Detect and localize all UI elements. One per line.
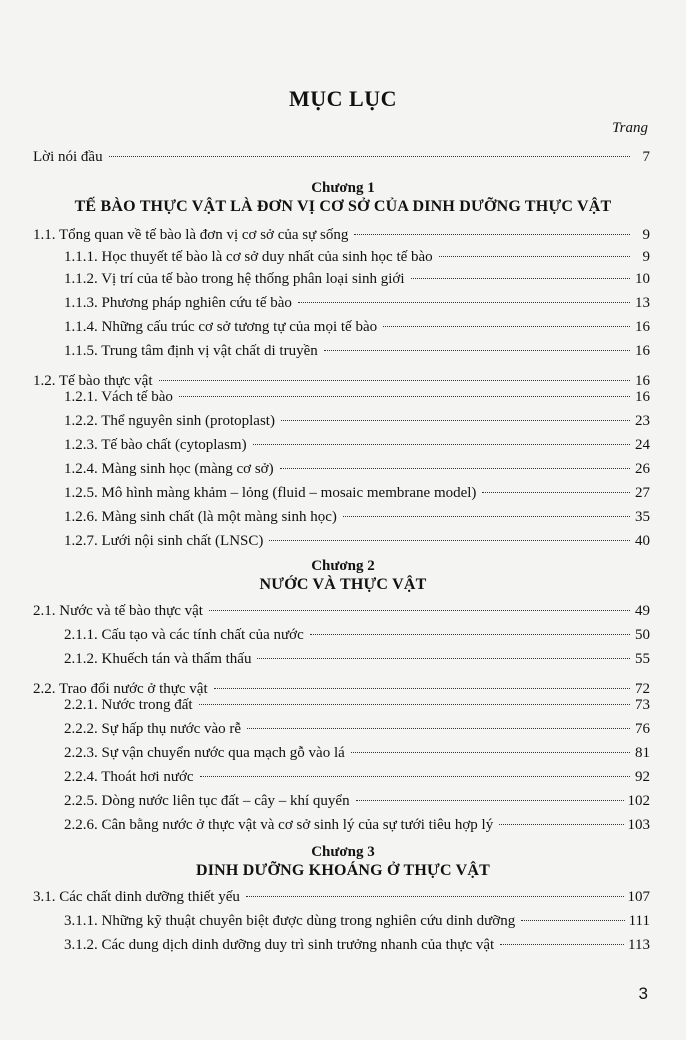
- toc-entry[interactable]: [64, 742, 650, 764]
- toc-entry[interactable]: [64, 718, 650, 740]
- leader-dots: [200, 775, 630, 777]
- leader-dots: [343, 515, 630, 517]
- toc-entry-label: 2.2.5. Dòng nước liên tục đất – cây – khí quyển: [64, 793, 350, 809]
- toc-entry-page: 23: [635, 413, 650, 429]
- toc-entry-page: 10: [635, 271, 650, 287]
- toc-entry-page: 102: [627, 793, 650, 809]
- chapter-number: Chương 3: [311, 844, 375, 860]
- toc-entry[interactable]: [64, 766, 650, 788]
- toc-entry[interactable]: [33, 224, 650, 246]
- toc-entry[interactable]: [64, 910, 650, 932]
- toc-entry-label: 1.1.4. Những cấu trúc cơ sở tương tự của mọi tế bào: [64, 319, 378, 335]
- leader-dots: [298, 301, 630, 303]
- toc-entry[interactable]: [64, 648, 650, 670]
- toc-entry[interactable]: [64, 316, 650, 338]
- toc-entry-label: 1.2.6. Màng sinh chất (là một màng sinh học): [64, 509, 337, 525]
- toc-entry[interactable]: [64, 458, 650, 480]
- toc-entry[interactable]: [64, 506, 650, 528]
- toc-entry-preface[interactable]: [33, 146, 650, 168]
- toc-entry-label: 2.1.1. Cấu tạo và các tính chất của nước: [64, 627, 304, 643]
- toc-entry-label: 1.2.3. Tế bào chất (cytoplasm): [64, 437, 247, 453]
- toc-entry-label: 2.1. Nước và tế bào thực vật: [33, 603, 203, 619]
- toc-entry-label: 1.2.7. Lưới nội sinh chất (LNSC): [64, 533, 264, 549]
- toc-entry[interactable]: [64, 268, 650, 290]
- toc-entry[interactable]: [64, 386, 650, 408]
- toc-entry[interactable]: [64, 530, 650, 552]
- toc-entry-page: 111: [628, 913, 650, 929]
- toc-entry-page: 73: [635, 697, 650, 713]
- leader-dots: [383, 325, 630, 327]
- toc-entry[interactable]: [64, 246, 650, 268]
- toc-entry-page: 107: [627, 889, 650, 905]
- toc-entry-label: 2.2.3. Sự vận chuyển nước qua mạch gỗ vào lá: [64, 745, 345, 761]
- page-number: 3: [638, 984, 648, 1003]
- leader-dots: [257, 657, 630, 659]
- toc-entry-page: 16: [635, 373, 650, 389]
- toc-entry-page: 27: [635, 485, 650, 501]
- toc-entry-label: 1.1.1. Học thuyết tế bào là cơ sở duy nhất của sinh học tế bào: [64, 249, 433, 265]
- toc-entry-label: 1.1.5. Trung tâm định vị vật chất di truyền: [64, 343, 318, 359]
- leader-dots: [354, 233, 630, 235]
- toc-entry-page: 49: [635, 603, 650, 619]
- chapter-number: Chương 1: [311, 180, 375, 196]
- toc-entry-label: 2.2.6. Cân bằng nước ở thực vật và cơ sở sinh lý của sự tưới tiêu hợp lý: [64, 817, 494, 833]
- leader-dots: [310, 633, 630, 635]
- toc-entry[interactable]: [33, 600, 650, 622]
- toc-entry-label: 1.2. Tế bào thực vật: [33, 373, 153, 389]
- leader-dots: [179, 395, 630, 397]
- toc-entry[interactable]: [64, 482, 650, 504]
- leader-dots: [269, 539, 630, 541]
- chapter-title: NƯỚC VÀ THỰC VẬT: [259, 576, 427, 593]
- chapter-title: TẾ BÀO THỰC VẬT LÀ ĐƠN VỊ CƠ SỞ CỦA DINH DƯỠNG THỰC VẬT: [74, 198, 612, 215]
- toc-entry-label: 1.1. Tổng quan về tế bào là đơn vị cơ sở của sự sống: [33, 227, 349, 243]
- toc-entry-label: 2.1.2. Khuếch tán và thẩm thấu: [64, 651, 252, 667]
- toc-entry-label: 1.1.3. Phương pháp nghiên cứu tế bào: [64, 295, 292, 311]
- toc-entry-label: 1.2.1. Vách tế bào: [64, 389, 173, 405]
- leader-dots: [281, 419, 630, 421]
- leader-dots: [247, 727, 630, 729]
- leader-dots: [482, 491, 630, 493]
- toc-entry-page: 50: [635, 627, 650, 643]
- leader-dots: [280, 467, 630, 469]
- toc-entry-label: 1.2.4. Màng sinh học (màng cơ sở): [64, 461, 274, 477]
- leader-dots: [199, 703, 630, 705]
- toc-entry-page: 9: [642, 249, 650, 265]
- chapter-title: DINH DƯỠNG KHOÁNG Ở THỰC VẬT: [195, 862, 491, 879]
- toc-entry[interactable]: [64, 410, 650, 432]
- toc-entry-page: 13: [635, 295, 650, 311]
- toc-entry-label: 2.2.2. Sự hấp thụ nước vào rễ: [64, 721, 242, 737]
- toc-entry[interactable]: [64, 790, 650, 812]
- leader-dots: [411, 277, 630, 279]
- page-title: MỤC LỤC: [289, 86, 397, 111]
- toc-entry-label: 1.2.2. Thể nguyên sinh (protoplast): [64, 413, 275, 429]
- leader-dots: [500, 943, 624, 945]
- toc-entry-page: 35: [635, 509, 650, 525]
- toc-entry-page: 7: [642, 149, 650, 165]
- leader-dots: [499, 823, 623, 825]
- toc-entry-label: 3.1.2. Các dung dịch dinh dưỡng duy trì sinh trưởng nhanh của thực vật: [64, 937, 495, 953]
- toc-entry[interactable]: [64, 434, 650, 456]
- toc-entry-page: 76: [635, 721, 650, 737]
- toc-entry-page: 81: [635, 745, 650, 761]
- toc-entry[interactable]: [33, 886, 650, 908]
- toc-entry-label: 3.1. Các chất dinh dưỡng thiết yếu: [33, 889, 240, 905]
- leader-dots: [324, 349, 630, 351]
- toc-entry-label: 2.2.4. Thoát hơi nước: [64, 769, 194, 785]
- toc-entry-page: 26: [635, 461, 650, 477]
- chapter-number: Chương 2: [311, 558, 375, 574]
- toc-entry-page: 55: [635, 651, 650, 667]
- toc-entry-page: 40: [635, 533, 650, 549]
- leader-dots: [521, 919, 624, 921]
- leader-dots: [109, 155, 630, 157]
- toc-entry[interactable]: [64, 292, 650, 314]
- page-column-label: Trang: [612, 120, 648, 136]
- toc-entry-page: 16: [635, 319, 650, 335]
- leader-dots: [351, 751, 630, 753]
- toc-entry-label: 1.2.5. Mô hình màng khảm – lỏng (fluid – mosaic membrane model): [64, 485, 477, 501]
- toc-entry-page: 24: [635, 437, 650, 453]
- leader-dots: [356, 799, 624, 801]
- toc-entry-page: 103: [627, 817, 650, 833]
- leader-dots: [253, 443, 630, 445]
- toc-entry[interactable]: [64, 694, 650, 716]
- toc-entry[interactable]: [64, 934, 650, 956]
- toc-entry-label: 3.1.1. Những kỹ thuật chuyên biệt được dùng trong nghiên cứu dinh dưỡng: [64, 913, 516, 929]
- toc-entry[interactable]: [64, 340, 650, 362]
- toc-entry-page: 92: [635, 769, 650, 785]
- toc-entry-page: 16: [635, 389, 650, 405]
- leader-dots: [246, 895, 624, 897]
- leader-dots: [439, 255, 630, 257]
- leader-dots: [214, 687, 630, 689]
- toc-entry[interactable]: [64, 814, 650, 836]
- toc-entry-page: 113: [628, 937, 650, 953]
- toc-entry-label: 1.1.2. Vị trí của tế bào trong hệ thống phân loại sinh giới: [64, 271, 405, 287]
- toc-entry[interactable]: [64, 624, 650, 646]
- toc-entry-label: 2.2.1. Nước trong đất: [64, 697, 193, 713]
- toc-entry-label: 2.2. Trao đổi nước ở thực vật: [33, 681, 208, 697]
- leader-dots: [209, 609, 630, 611]
- leader-dots: [159, 379, 631, 381]
- toc-entry-page: 72: [635, 681, 650, 697]
- toc-entry-label: Lời nói đầu: [33, 149, 103, 165]
- toc-entry-page: 16: [635, 343, 650, 359]
- toc-entry-page: 9: [642, 227, 650, 243]
